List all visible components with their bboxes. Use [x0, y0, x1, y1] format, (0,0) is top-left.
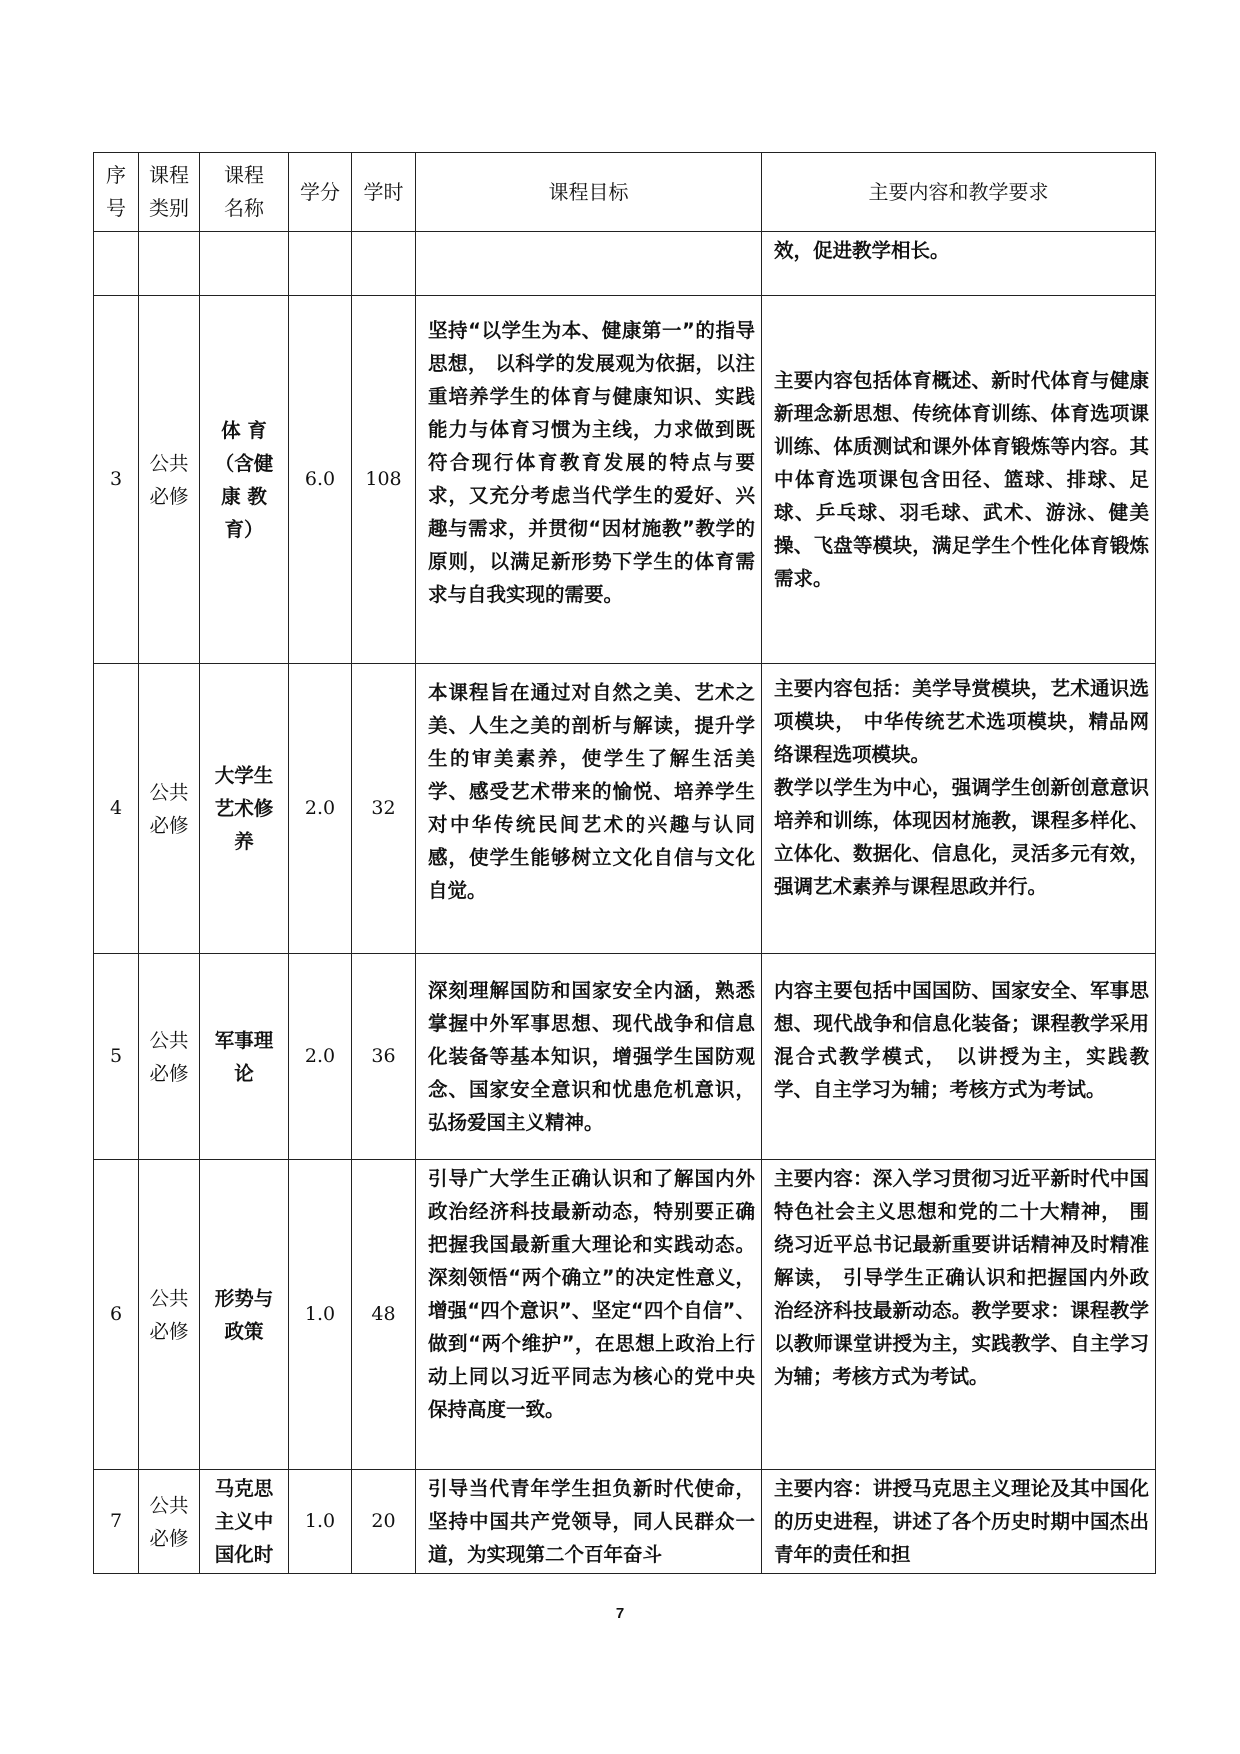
cell-hours: 36: [352, 954, 416, 1160]
cell-name: [200, 232, 289, 296]
course-table: [93, 152, 1156, 1574]
cell-credits: 2.0: [289, 954, 352, 1160]
table-row: [94, 954, 1156, 1160]
cell-goal: 本课程旨在通过对自然之美、艺术之美、人生之美的剖析与解读，提升学生的审美素养，使学生了解生活美学、感受艺术带来的愉悦、培养学生对中华传统民间艺术的兴趣与认同感，使学生能够树立文化自信与文化自觉。: [416, 664, 762, 954]
cell-hours: 108: [352, 296, 416, 664]
cell-hours: [352, 232, 416, 296]
table-row: [94, 232, 1156, 296]
content-paragraph: 内容主要包括中国国防、国家安全、军事思想、现代战争和信息化装备；课程教学采用混合式教学模式， 以讲授为主，实践教学、自主学习为辅；考核方式为考试。: [774, 979, 1149, 1101]
header-index: 序号: [94, 153, 139, 232]
cell-hours: 20: [352, 1470, 416, 1574]
cell-index: 5: [94, 954, 139, 1160]
cell-credits: 1.0: [289, 1470, 352, 1574]
cell-index: [94, 232, 139, 296]
header-name: 课程名称: [200, 153, 289, 232]
cell-name: 形势与政策: [200, 1160, 289, 1470]
cell-index: 4: [94, 664, 139, 954]
cell-index: 6: [94, 1160, 139, 1470]
cell-name: 马克思主义中国化时: [200, 1470, 289, 1574]
page-number: 7: [615, 1605, 625, 1622]
cell-category: [139, 232, 200, 296]
cell-credits: [289, 232, 352, 296]
cell-index: 3: [94, 296, 139, 664]
cell-credits: 2.0: [289, 664, 352, 954]
cell-index: 7: [94, 1470, 139, 1574]
cell-goal: [416, 232, 762, 296]
cell-hours: 32: [352, 664, 416, 954]
header-goal: 课程目标: [416, 153, 762, 232]
header-credits: 学分: [289, 153, 352, 232]
course-table-container: [93, 152, 1155, 1574]
cell-content: [762, 954, 1156, 1160]
cell-content: [762, 232, 1156, 296]
header-category: 课程类别: [139, 153, 200, 232]
cell-goal: 深刻理解国防和国家安全内涵，熟悉掌握中外军事思想、现代战争和信息化装备等基本知识，增强学生国防观念、国家安全意识和忧患危机意识，弘扬爱国主义精神。: [416, 954, 762, 1160]
cell-category: 公共必修: [139, 1470, 200, 1574]
cell-category: 公共必修: [139, 1160, 200, 1470]
cell-hours: 48: [352, 1160, 416, 1470]
cell-credits: 1.0: [289, 1160, 352, 1470]
cell-credits: 6.0: [289, 296, 352, 664]
cell-category: 公共必修: [139, 296, 200, 664]
table-row: [94, 1160, 1156, 1470]
table-row: [94, 664, 1156, 954]
content-paragraph: 教学以学生为中心，强调学生创新创意意识培养和训练，体现因材施教，课程多样化、立体化、数据化、信息化，灵活多元有效，强调艺术素养与课程思政并行。: [774, 776, 1149, 898]
cell-name: 大学生艺术修养: [200, 664, 289, 954]
cell-goal: 引导当代青年学生担负新时代使命，坚持中国共产党领导，同人民群众一道，为实现第二个百年奋斗: [416, 1470, 762, 1574]
content-paragraph: 主要内容包括：美学导赏模块，艺术通识选项模块， 中华传统艺术选项模块，精品网络课程选项模块。: [774, 677, 1149, 766]
table-header-row: [94, 153, 1156, 232]
cell-name: 体 育（含健康 教育）: [200, 296, 289, 664]
table-row: [94, 1470, 1156, 1574]
cell-content: [762, 1160, 1156, 1470]
cell-goal: 引导广大学生正确认识和了解国内外政治经济科技最新动态，特别要正确把握我国最新重大理论和实践动态。深刻领悟“两个确立”的决定性意义，增强“四个意识”、坚定“四个自信”、做到“两个维护”，在思想上政治上行动上同以习近平同志为核心的党中央保持高度一致。: [416, 1160, 762, 1470]
content-paragraph: 主要内容：深入学习贯彻习近平新时代中国特色社会主义思想和党的二十大精神， 围绕习近平总书记最新重要讲话精神及时精准解读， 引导学生正确认识和把握国内外政治经济科技最新动态。教学要求：课程教学以教师课堂讲授为主，实践教学、自主学习为辅；考核方式为考试。: [774, 1167, 1149, 1388]
content-paragraph: 效，促进教学相长。: [774, 239, 950, 262]
cell-name: 军事理论: [200, 954, 289, 1160]
table-row: [94, 296, 1156, 664]
content-paragraph: 主要内容包括体育概述、新时代体育与健康新理念新思想、传统体育训练、体育选项课训练、体质测试和课外体育锻炼等内容。其中体育选项课包含田径、篮球、排球、足球、乒乓球、羽毛球、武术、游泳、健美操、飞盘等模块，满足学生个性化体育锻炼需求。: [774, 369, 1149, 590]
cell-category: 公共必修: [139, 954, 200, 1160]
cell-goal: 坚持“以学生为本、健康第一”的指导思想， 以科学的发展观为依据，以注重培养学生的体育与健康知识、实践能力与体育习惯为主线，力求做到既符合现行体育教育发展的特点与要求，又充分考虑当代学生的爱好、兴趣与需求，并贯彻“因材施教”教学的原则，以满足新形势下学生的体育需求与自我实现的需要。: [416, 296, 762, 664]
cell-content: [762, 664, 1156, 954]
header-content: 主要内容和教学要求: [762, 153, 1156, 232]
content-paragraph: 主要内容：讲授马克思主义理论及其中国化的历史进程，讲述了各个历史时期中国杰出青年的责任和担: [774, 1477, 1149, 1566]
header-hours: 学时: [352, 153, 416, 232]
cell-content: [762, 1470, 1156, 1574]
cell-content: [762, 296, 1156, 664]
cell-category: 公共必修: [139, 664, 200, 954]
